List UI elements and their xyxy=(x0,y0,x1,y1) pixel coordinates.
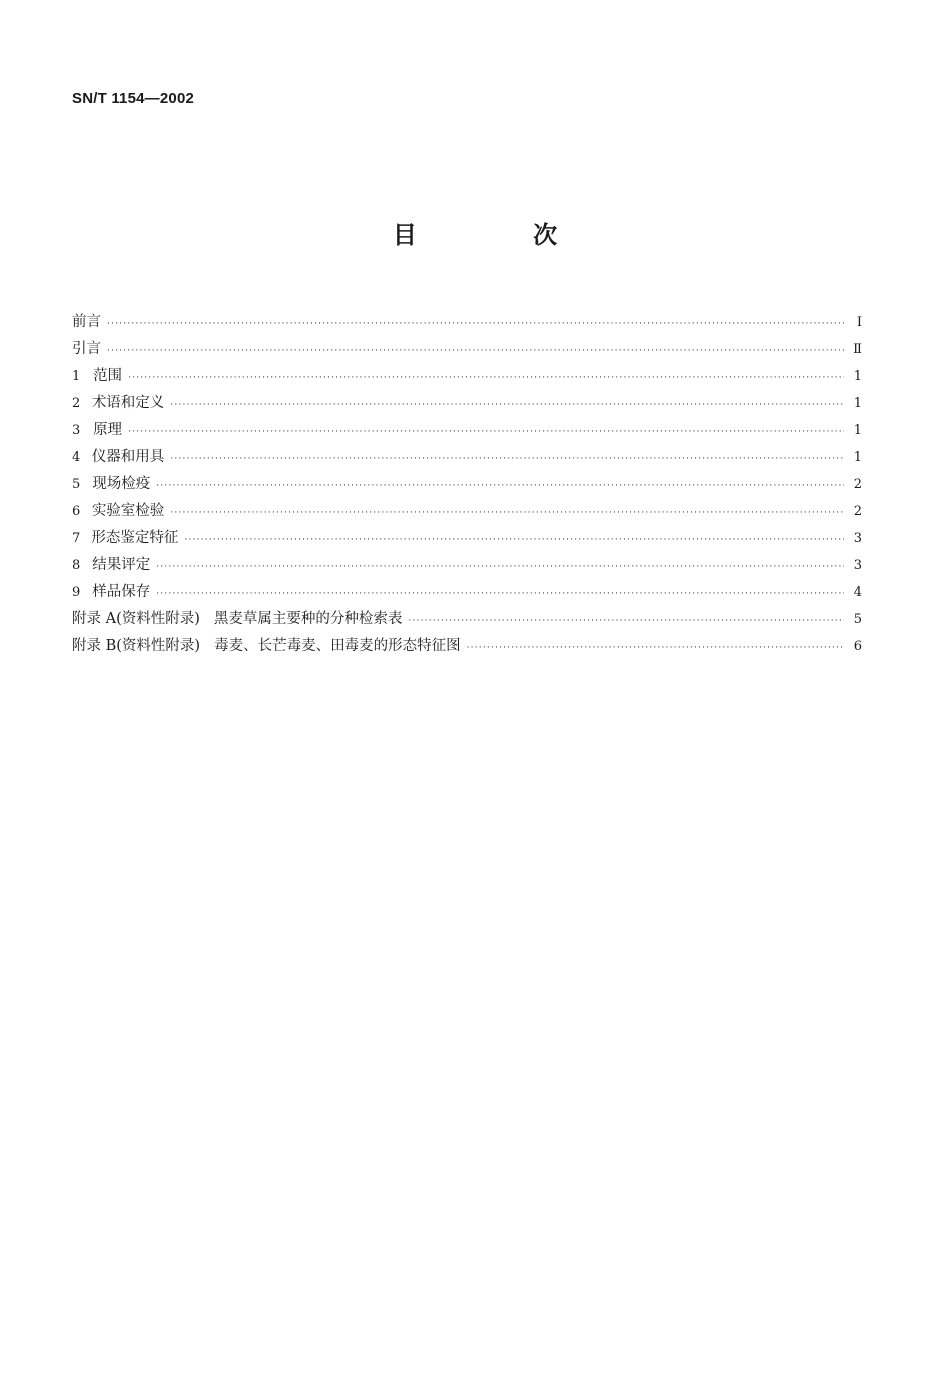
toc-entry-appendix-a[interactable] xyxy=(72,607,862,634)
toc-entry-2[interactable] xyxy=(72,391,862,418)
toc-entry-page: 2 xyxy=(853,504,862,519)
toc-entry-page: 1 xyxy=(853,423,862,438)
toc-entry-label: 术语和定义 xyxy=(91,395,165,411)
table-of-contents xyxy=(72,310,862,661)
toc-entry-9[interactable] xyxy=(72,580,862,607)
toc-entry-4[interactable] xyxy=(72,445,862,472)
toc-entry-8[interactable] xyxy=(72,553,862,580)
toc-entry-number: 8 xyxy=(72,558,81,573)
toc-entry-page: 3 xyxy=(853,558,862,573)
toc-entry-label xyxy=(72,634,467,655)
toc-entry-page: 1 xyxy=(853,396,862,411)
toc-entry-page: 1 xyxy=(853,450,862,465)
toc-entry-label: 结果评定 xyxy=(92,557,151,573)
toc-entry-number: 3 xyxy=(72,423,81,438)
toc-entry-label: 实验室检验 xyxy=(91,503,165,519)
toc-entry-page: 3 xyxy=(853,531,862,546)
toc-leader-dots xyxy=(467,643,844,653)
toc-title: 目 次 xyxy=(392,221,612,249)
toc-entry-page: 6 xyxy=(853,639,862,654)
toc-entry-number: 5 xyxy=(72,477,81,492)
toc-entry-label: 形态鉴定特征 xyxy=(91,530,179,546)
appendix-title: 毒麦、长芒毒麦、田毒麦的形态特征图 xyxy=(214,638,461,654)
toc-leader-dots xyxy=(128,373,844,383)
toc-leader-dots xyxy=(107,346,844,356)
toc-entry-label: 范围 xyxy=(93,368,123,384)
toc-leader-dots xyxy=(170,400,844,410)
toc-entry-page: Ⅰ xyxy=(856,315,862,330)
toc-entry-number: 6 xyxy=(72,504,81,519)
toc-leader-dots xyxy=(184,535,844,545)
toc-entry-label: 原理 xyxy=(93,422,123,438)
toc-leader-dots xyxy=(170,454,844,464)
toc-leader-dots xyxy=(156,589,844,599)
toc-leader-dots xyxy=(170,508,844,518)
toc-entry-page: 4 xyxy=(853,585,862,600)
toc-entry-number: 7 xyxy=(72,531,81,546)
toc-entry-label: 前言 xyxy=(72,314,101,330)
toc-entry-introduction[interactable] xyxy=(72,337,862,364)
toc-entry-1[interactable] xyxy=(72,364,862,391)
toc-entry-label: 仪器和用具 xyxy=(91,449,165,465)
toc-entry-number: 4 xyxy=(72,450,81,465)
toc-entry-page: Ⅱ xyxy=(853,342,862,357)
toc-leader-dots xyxy=(128,427,844,437)
standard-code: SN/T 1154—2002 xyxy=(72,90,195,107)
toc-entry-number: 2 xyxy=(72,396,81,411)
toc-entry-foreword[interactable] xyxy=(72,310,862,337)
toc-leader-dots xyxy=(156,562,844,572)
toc-entry-label xyxy=(72,607,408,628)
toc-entry-appendix-b[interactable] xyxy=(72,634,862,661)
toc-entry-number: 1 xyxy=(72,369,81,384)
toc-entry-5[interactable] xyxy=(72,472,862,499)
toc-entry-number: 9 xyxy=(72,585,81,600)
appendix-title: 黑麦草属主要种的分种检索表 xyxy=(213,611,403,627)
appendix-label: 附录 A(资料性附录) xyxy=(72,611,200,627)
toc-leader-dots xyxy=(408,616,844,626)
toc-entry-page: 2 xyxy=(853,477,862,492)
toc-leader-dots xyxy=(156,481,844,491)
toc-entry-page: 1 xyxy=(853,369,862,384)
toc-entry-page: 5 xyxy=(853,612,862,627)
toc-entry-label: 引言 xyxy=(72,341,101,357)
toc-entry-3[interactable] xyxy=(72,418,862,445)
toc-entry-6[interactable] xyxy=(72,499,862,526)
toc-leader-dots xyxy=(107,319,844,329)
toc-entry-7[interactable] xyxy=(72,526,862,553)
toc-entry-label: 现场检疫 xyxy=(92,476,151,492)
toc-entry-label: 样品保存 xyxy=(92,584,151,600)
appendix-label: 附录 B(资料性附录) xyxy=(72,638,201,654)
